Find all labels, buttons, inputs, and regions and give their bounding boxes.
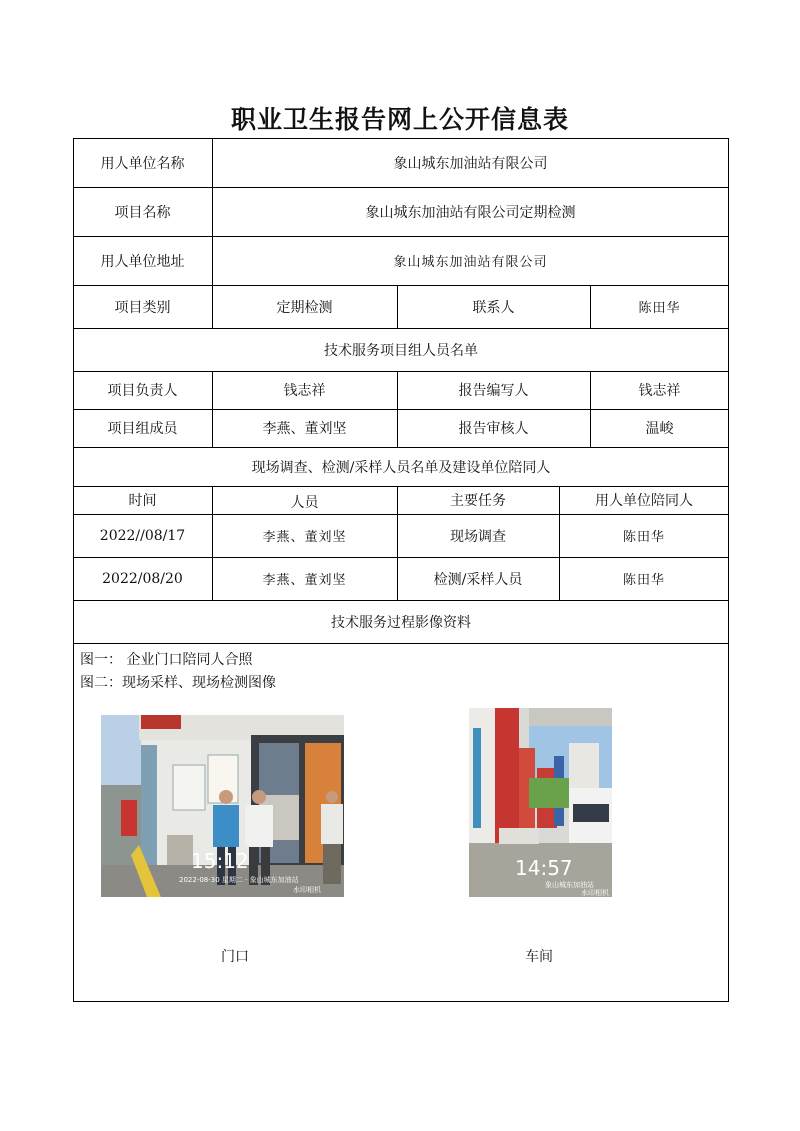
col-people: 人员 xyxy=(290,495,319,511)
photo-2-app: 水印相机 xyxy=(581,889,609,897)
col-escort: 用人单位陪同人 xyxy=(595,493,693,509)
writer-value: 钱志祥 xyxy=(638,383,681,399)
team-header: 技术服务项目组人员名单 xyxy=(324,342,478,359)
employer-address-value: 象山城东加油站有限公司 xyxy=(393,255,548,270)
contact-value: 陈田华 xyxy=(638,301,681,316)
reviewer-value: 温峻 xyxy=(645,421,674,437)
photo-1-app: 水印相机 xyxy=(293,886,321,894)
images-header: 技术服务过程影像资料 xyxy=(331,614,471,631)
entrance-photo xyxy=(101,715,344,897)
figure-note-1: 图一： 企业门口陪同人合照 xyxy=(80,652,253,668)
survey-row-2-date: 2022/08/20 xyxy=(102,570,183,587)
survey-row-1-escort: 陈田华 xyxy=(622,530,665,545)
col-task: 主要任务 xyxy=(450,493,506,509)
contact-label: 联系人 xyxy=(472,299,515,316)
leader-value: 钱志祥 xyxy=(283,383,326,399)
survey-row-1-date: 2022//08/17 xyxy=(99,527,186,544)
employer-address-label: 用人单位地址 xyxy=(100,253,185,270)
photo-1-stamp: 2022-08-30 星期二 · 象山城东加油站 xyxy=(179,876,299,884)
survey-row-2-task: 检测/采样人员 xyxy=(433,571,523,588)
members-label: 项目组成员 xyxy=(107,421,178,437)
figure-note-2: 图二：现场采样、现场检测图像 xyxy=(80,675,276,691)
photo-2-time: 14:57 xyxy=(515,856,573,880)
reviewer-label: 报告审核人 xyxy=(458,421,529,437)
employer-name-value: 象山城东加油站有限公司 xyxy=(393,155,548,172)
project-name-value: 象山城东加油站有限公司定期检测 xyxy=(365,204,576,221)
survey-header: 现场调查、检测/采样人员名单及建设单位陪同人 xyxy=(251,459,551,476)
project-type-value: 定期检测 xyxy=(276,299,333,316)
survey-row-1-people: 李燕、董刘坚 xyxy=(262,530,347,545)
survey-row-2-people: 李燕、董刘坚 xyxy=(262,573,347,588)
project-type-label: 项目类别 xyxy=(114,299,171,316)
leader-label: 项目负责人 xyxy=(107,383,178,399)
members-value: 李燕、董刘坚 xyxy=(262,421,347,437)
photo-1-time: 15:12 xyxy=(191,849,249,873)
workshop-photo xyxy=(469,708,612,897)
photo-2-caption: 车间 xyxy=(525,949,553,965)
employer-name-label: 用人单位名称 xyxy=(100,155,185,172)
photo-2-stamp: 象山城东加油站 xyxy=(545,881,594,889)
survey-row-1-task: 现场调查 xyxy=(450,528,506,545)
page-title: 职业卫生报告网上公开信息表 xyxy=(230,105,569,134)
project-name-label: 项目名称 xyxy=(114,204,171,221)
photo-1-caption: 门口 xyxy=(221,949,249,965)
writer-label: 报告编写人 xyxy=(458,383,529,399)
survey-row-2-escort: 陈田华 xyxy=(622,573,665,588)
col-time: 时间 xyxy=(128,493,157,509)
